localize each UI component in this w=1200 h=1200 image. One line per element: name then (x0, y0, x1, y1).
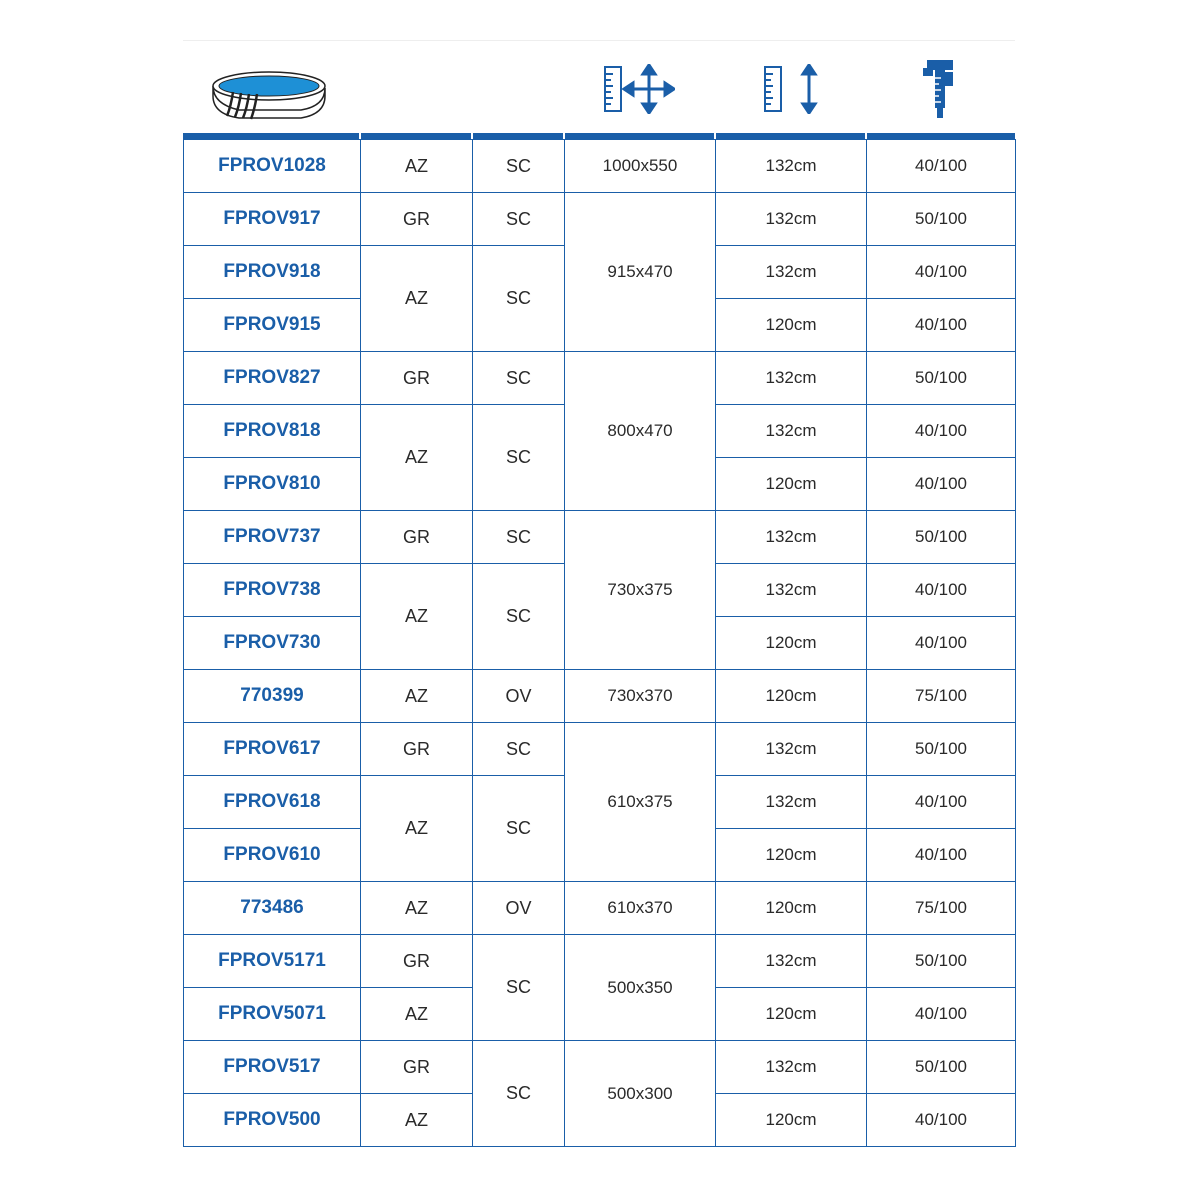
liner-color: AZ (361, 405, 473, 511)
product-code: 770399 (184, 670, 361, 723)
product-code: FPROV730 (184, 617, 361, 670)
steel-thickness: 40/100 (867, 564, 1016, 617)
width-length-ruler-icon (603, 64, 675, 114)
liner-color: AZ (361, 988, 473, 1041)
pool-height: 132cm (716, 935, 867, 988)
liner-color: AZ (361, 246, 473, 352)
pool-type: SC (473, 1041, 565, 1147)
liner-color: GR (361, 352, 473, 405)
pool-size: 730x370 (565, 670, 716, 723)
product-code: FPROV5171 (184, 935, 361, 988)
pool-height: 120cm (716, 617, 867, 670)
pool-height: 132cm (716, 405, 867, 458)
pool-height: 132cm (716, 776, 867, 829)
steel-thickness: 40/100 (867, 140, 1016, 193)
liner-color: AZ (361, 140, 473, 193)
product-code: FPROV617 (184, 723, 361, 776)
pool-height: 132cm (716, 246, 867, 299)
liner-color: GR (361, 193, 473, 246)
liner-color: GR (361, 723, 473, 776)
table-row (184, 193, 1016, 246)
steel-thickness-caliper-icon (921, 58, 961, 120)
steel-thickness: 40/100 (867, 776, 1016, 829)
pool-size: 500x350 (565, 935, 716, 1041)
pool-height: 120cm (716, 829, 867, 882)
pool-type: OV (473, 670, 565, 723)
pool-type: SC (473, 723, 565, 776)
steel-thickness: 50/100 (867, 193, 1016, 246)
pool-height: 132cm (716, 1041, 867, 1094)
pool-height: 132cm (716, 193, 867, 246)
steel-thickness: 50/100 (867, 723, 1016, 776)
liner-color: GR (361, 511, 473, 564)
pool-type: SC (473, 246, 565, 352)
pool-type: SC (473, 511, 565, 564)
pool-type: SC (473, 776, 565, 882)
pool-type: SC (473, 564, 565, 670)
steel-thickness: 40/100 (867, 1094, 1016, 1147)
table-row (184, 723, 1016, 776)
liner-color: AZ (361, 1094, 473, 1147)
steel-thickness: 50/100 (867, 511, 1016, 564)
pool-size: 800x470 (565, 352, 716, 511)
steel-thickness: 40/100 (867, 299, 1016, 352)
steel-thickness: 75/100 (867, 882, 1016, 935)
table-row (184, 670, 1016, 723)
pool-height: 132cm (716, 140, 867, 193)
product-code: FPROV500 (184, 1094, 361, 1147)
product-code: FPROV918 (184, 246, 361, 299)
pool-type: SC (473, 193, 565, 246)
top-divider (183, 40, 1015, 41)
pool-height: 120cm (716, 882, 867, 935)
pool-size: 500x300 (565, 1041, 716, 1147)
pool-height: 132cm (716, 511, 867, 564)
liner-color: AZ (361, 882, 473, 935)
table-row (184, 352, 1016, 405)
pool-size: 610x370 (565, 882, 716, 935)
pool-height: 132cm (716, 352, 867, 405)
steel-thickness: 75/100 (867, 670, 1016, 723)
liner-color: AZ (361, 670, 473, 723)
steel-thickness: 50/100 (867, 935, 1016, 988)
pool-height: 120cm (716, 670, 867, 723)
steel-thickness: 50/100 (867, 352, 1016, 405)
pool-type: SC (473, 935, 565, 1041)
pool-height: 120cm (716, 299, 867, 352)
steel-thickness: 50/100 (867, 1041, 1016, 1094)
steel-thickness: 40/100 (867, 458, 1016, 511)
product-code: FPROV1028 (184, 140, 361, 193)
pool-size: 610x375 (565, 723, 716, 882)
product-code: FPROV737 (184, 511, 361, 564)
pool-type: OV (473, 882, 565, 935)
liner-color: AZ (361, 776, 473, 882)
pool-type: SC (473, 140, 565, 193)
steel-thickness: 40/100 (867, 405, 1016, 458)
product-code: FPROV5071 (184, 988, 361, 1041)
table-row (184, 935, 1016, 988)
pool-height: 132cm (716, 564, 867, 617)
steel-thickness: 40/100 (867, 617, 1016, 670)
table-row (184, 511, 1016, 564)
pool-size: 915x470 (565, 193, 716, 352)
product-code: FPROV810 (184, 458, 361, 511)
product-code: FPROV917 (184, 193, 361, 246)
pool-height: 120cm (716, 458, 867, 511)
liner-color: GR (361, 935, 473, 988)
product-code: FPROV915 (184, 299, 361, 352)
steel-thickness: 40/100 (867, 988, 1016, 1041)
pool-size: 1000x550 (565, 140, 716, 193)
product-code: FPROV827 (184, 352, 361, 405)
product-code: 773486 (184, 882, 361, 935)
pool-size: 730x375 (565, 511, 716, 670)
steel-thickness: 40/100 (867, 829, 1016, 882)
oval-pool-icon (209, 70, 329, 124)
pool-height: 120cm (716, 988, 867, 1041)
height-ruler-icon (763, 64, 823, 114)
pool-spec-table (183, 139, 1016, 1147)
liner-color: GR (361, 1041, 473, 1094)
steel-thickness: 40/100 (867, 246, 1016, 299)
pool-type: SC (473, 352, 565, 405)
product-code: FPROV738 (184, 564, 361, 617)
product-code: FPROV618 (184, 776, 361, 829)
table-row (184, 1041, 1016, 1094)
liner-color: AZ (361, 564, 473, 670)
product-code: FPROV517 (184, 1041, 361, 1094)
pool-height: 132cm (716, 723, 867, 776)
pool-type: SC (473, 405, 565, 511)
product-code: FPROV818 (184, 405, 361, 458)
product-code: FPROV610 (184, 829, 361, 882)
table-row (184, 882, 1016, 935)
table-row (184, 140, 1016, 193)
pool-height: 120cm (716, 1094, 867, 1147)
column-icons-header (183, 50, 1015, 134)
